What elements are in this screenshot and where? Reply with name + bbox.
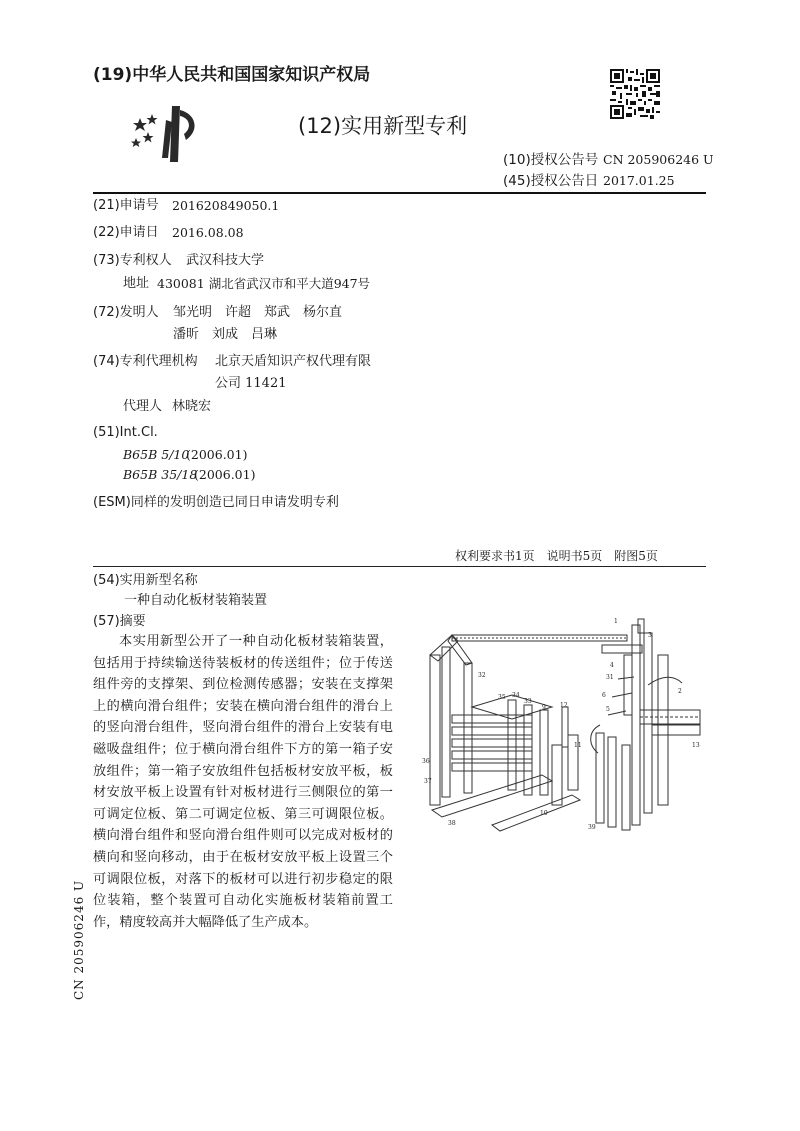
application-number-label: (21)申请号 [93, 198, 159, 213]
application-date: 2016.08.08 [172, 225, 244, 240]
figure-label: 1 [614, 618, 618, 625]
publication-date-label: (45)授权公告日 [503, 173, 599, 189]
office-name: (19)中华人民共和国国家知识产权局 [93, 65, 371, 85]
header-divider [93, 192, 706, 194]
utility-model-title: 一种自动化板材装箱装置 [124, 593, 268, 608]
ipc-version-1: (2006.01) [186, 447, 248, 462]
agent: 林晓宏 [172, 399, 212, 414]
pages-summary: 权利要求书1页 说明书5页 附图5页 [455, 549, 658, 563]
figure-label: 6 [602, 692, 606, 699]
figure-label: 35 [498, 694, 506, 701]
figure-label: 2 [678, 688, 682, 695]
publication-number-label: (10)授权公告号 [503, 152, 599, 168]
application-number: 201620849050.1 [172, 198, 280, 213]
publication-date: 2017.01.25 [603, 173, 675, 188]
representative-drawing [412, 615, 702, 835]
figure-label: 11 [574, 742, 582, 749]
ipc-code-2: B65B 35/18 [123, 467, 198, 482]
figure-label: 39 [588, 824, 596, 831]
figure-label: 36 [422, 758, 430, 765]
ipc-version-2: (2006.01) [194, 467, 256, 482]
figure-label: 33 [524, 698, 532, 705]
figure-label: 38 [448, 820, 456, 827]
agent-label: 代理人 [123, 399, 163, 414]
figure-label: 37 [424, 778, 432, 785]
figure-label: 9 [542, 704, 546, 711]
agency-label: (74)专利代理机构 [93, 354, 198, 369]
figure-label: 4 [610, 662, 614, 669]
inventors-line-2: 潘昕 刘成 吕琳 [173, 327, 278, 342]
ipc-code-1: B65B 5/10 [123, 447, 190, 462]
address-label: 地址 [123, 276, 150, 291]
figure-label: 12 [560, 702, 568, 709]
address: 430081 湖北省武汉市和平大道947号 [157, 276, 371, 291]
inventors-label: (72)发明人 [93, 305, 159, 320]
figure-label: 3 [648, 632, 652, 639]
figure-label: 32 [478, 672, 486, 679]
figure-label: 13 [692, 742, 700, 749]
abstract-label: (57)摘要 [93, 614, 146, 629]
patentee-label: (73)专利权人 [93, 253, 172, 268]
patentee: 武汉科技大学 [186, 253, 265, 268]
inventors-line-1: 邹光明 许超 郑武 杨尔直 [173, 305, 343, 320]
cnipa-emblem-icon [126, 100, 206, 170]
publication-number: CN 205906246 U [603, 152, 714, 167]
application-date-label: (22)申请日 [93, 225, 159, 240]
summary-divider [93, 566, 706, 567]
doc-type: (12)实用新型专利 [298, 114, 468, 138]
int-cl-label: (51)Int.Cl. [93, 425, 158, 440]
esm-note: (ESM)同样的发明创造已同日申请发明专利 [93, 495, 339, 510]
figure-label: 31 [606, 674, 614, 681]
abstract-text: 本实用新型公开了一种自动化板材装箱装置，包括用于持续输送待装板材的传送组件；位于传送组件旁的支撑架、到位检测传感器；安装在支撑架上的横向滑台组件；安装在横向滑台组件的滑台上的竖向滑台组件，竖向滑台组件的滑台上安装有电磁吸盘组件；位于横向滑台组件下方的第一箱子安放组件；第一箱子安放组件包括板材安放平板，板材安放平板上设置有针对板材进行三侧限位的第一可调定位板、第二可调定位板、第三可调限位板。横向滑台组件和竖向滑台组件则可以完成对板材的横向和竖向移动，由于在板材安放平板上设置三个可调限位板，对落下的板材可以进行初步稳定的限位装箱，整个装置可自动化实施板材装箱前置工作，精度较高并大幅降低了生产成本。 [93, 634, 393, 930]
figure-label: 10 [540, 810, 548, 817]
figure-label: 34 [512, 692, 520, 699]
figure-label: 5 [606, 706, 610, 713]
qr-code-icon [610, 69, 660, 119]
title-label: (54)实用新型名称 [93, 573, 198, 588]
agency-line-2: 公司 11421 [215, 376, 287, 391]
side-publication-code: CN 205906246 U [72, 879, 86, 1000]
agency-line-1: 北京天盾知识产权代理有限 [215, 354, 372, 369]
